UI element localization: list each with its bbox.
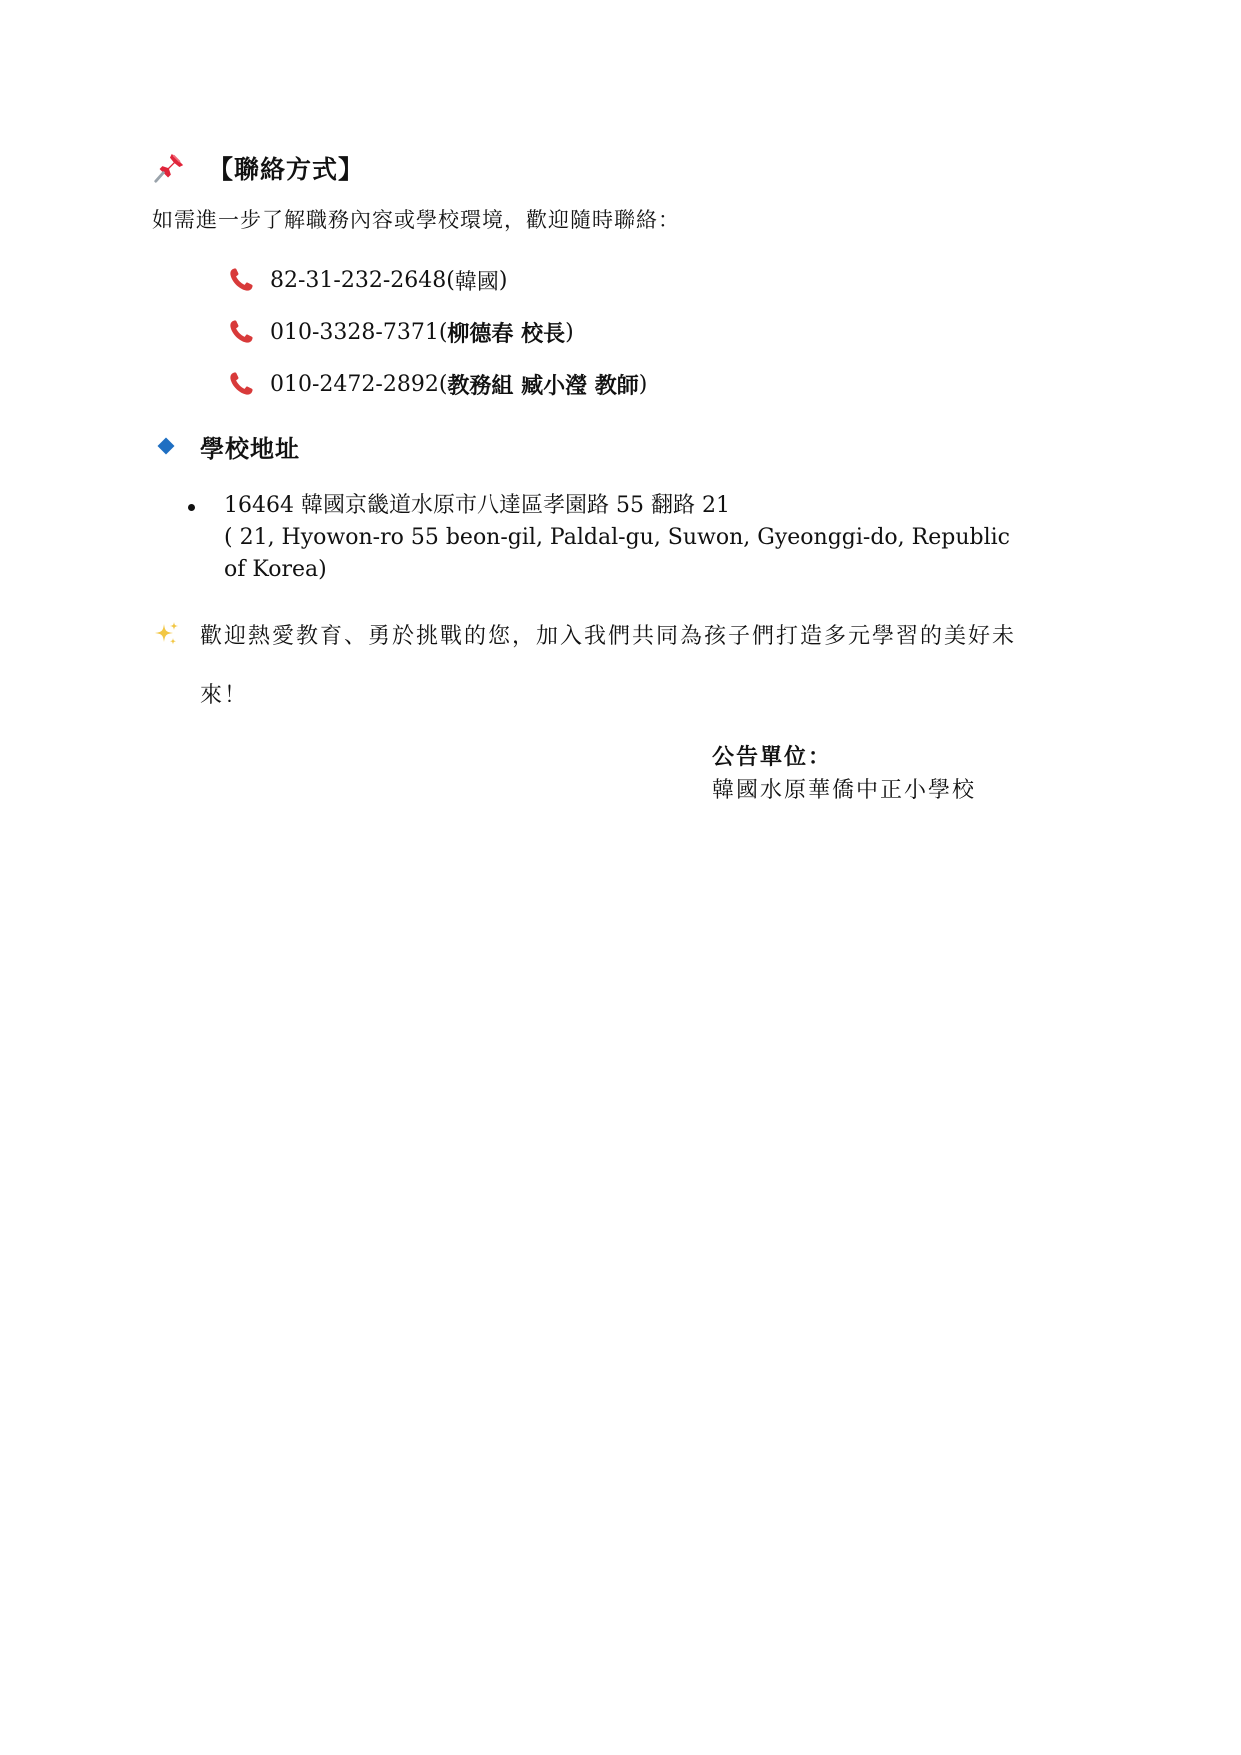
phone-note: 柳德春 校長 <box>447 320 566 347</box>
contact-intro: 如需進一步了解職務內容或學校環境，歡迎隨時聯絡： <box>152 208 680 232</box>
telephone-receiver-icon <box>228 319 254 345</box>
address-chinese: 16464 韓國京畿道水原市八達區孝園路 55 翻路 21 <box>224 493 730 518</box>
announcer-block <box>712 740 976 808</box>
phone-list <box>228 254 647 410</box>
phone-close: ) <box>565 319 574 345</box>
phone-item <box>228 254 647 306</box>
welcome-message <box>152 618 1052 650</box>
phone-close: ) <box>498 267 508 293</box>
welcome-row <box>152 618 1052 650</box>
telephone-receiver-icon <box>228 267 254 293</box>
phone-number: 010-2472-2892( <box>270 371 448 397</box>
sparkles-icon <box>152 620 180 648</box>
phone-item <box>228 306 647 358</box>
pushpin-icon <box>152 151 186 185</box>
phone-item <box>228 358 647 410</box>
address-english-line1: ( 21, Hyowon-ro 55 beon-gil, Paldal-gu, Suwon, Gyeonggi-do, Republic <box>224 525 1010 550</box>
address-title: 學校地址 <box>200 433 300 463</box>
address-english-line2: of Korea) <box>224 557 327 582</box>
address-heading <box>160 428 300 464</box>
welcome-line2: 來！ <box>200 683 249 708</box>
phone-close: ) <box>638 371 648 397</box>
announcer-label: 公告單位： <box>712 744 833 770</box>
announcer-name: 韓國水原華僑中正小學校 <box>712 778 977 803</box>
phone-note: 韓國 <box>454 269 499 295</box>
contact-title: 【聯絡方式】 <box>208 155 365 184</box>
phone-number: 82-31-232-2648( <box>270 267 455 293</box>
address-item <box>224 490 1088 586</box>
blue-diamond-icon <box>158 438 175 455</box>
telephone-receiver-icon <box>228 371 254 397</box>
phone-number: 010-3328-7371( <box>270 319 448 345</box>
bullet-icon <box>188 504 195 511</box>
welcome-line1: 歡迎熱愛教育、勇於挑戰的您，加入我們共同為孩子們打造多元學習的美好未 <box>200 623 1017 649</box>
address-list <box>188 490 1088 586</box>
contact-heading <box>152 148 364 188</box>
phone-note: 教務組 臧小瀅 教師 <box>447 372 639 399</box>
